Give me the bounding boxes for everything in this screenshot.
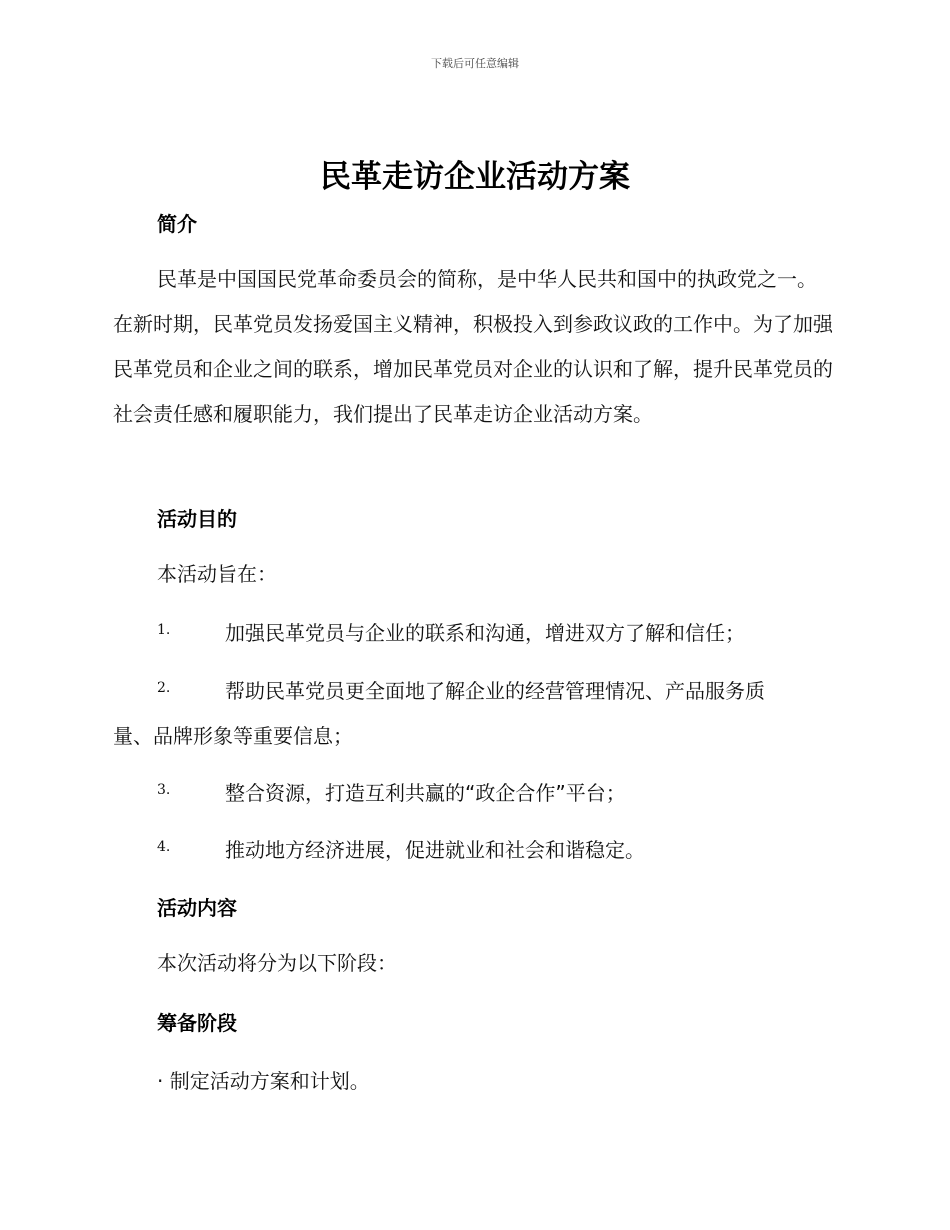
list-number: 3. [157,782,171,798]
section-heading-purpose: 活动目的 [157,507,237,531]
list-text: 整合资源，打造互利共赢的“政企合作”平台； [225,781,626,805]
list-text-continuation: 量、品牌形象等重要信息； [113,724,353,748]
list-text: 加强民革党员与企业的联系和沟通，增进双方了解和信任； [225,621,745,645]
intro-paragraph: 民革是中国国民党革命委员会的简称，是中华人民共和国中的执政党之一。在新时期，民革党员发扬爱国主义精神，积极投入到参政议政的工作中。为了加强民革党员和企业之间的联系，增加民革党员对企业的认识和了解，提升民革党员的社会责任感和履职能力，我们提出了民革走访企业活动方案。 [113,267,833,426]
header-note: 下载后可任意编辑 [431,57,519,70]
document-title: 民革走访企业活动方案 [320,159,630,195]
list-text: 帮助民革党员更全面地了解企业的经营管理情况、产品服务质 [225,679,765,703]
content-lead: 本次活动将分为以下阶段： [157,951,397,975]
section-heading-prep: 筹备阶段 [157,1011,237,1035]
purpose-lead: 本活动旨在： [157,562,277,586]
list-text: 推动地方经济进展，促进就业和社会和谐稳定。 [225,838,645,862]
section-heading-content: 活动内容 [157,896,237,920]
list-number: 2. [157,680,171,696]
section-heading-intro: 简介 [157,212,197,236]
list-number: 1. [157,622,171,638]
list-number: 4. [157,839,171,855]
bullet-item: · 制定活动方案和计划。 [157,1069,370,1093]
